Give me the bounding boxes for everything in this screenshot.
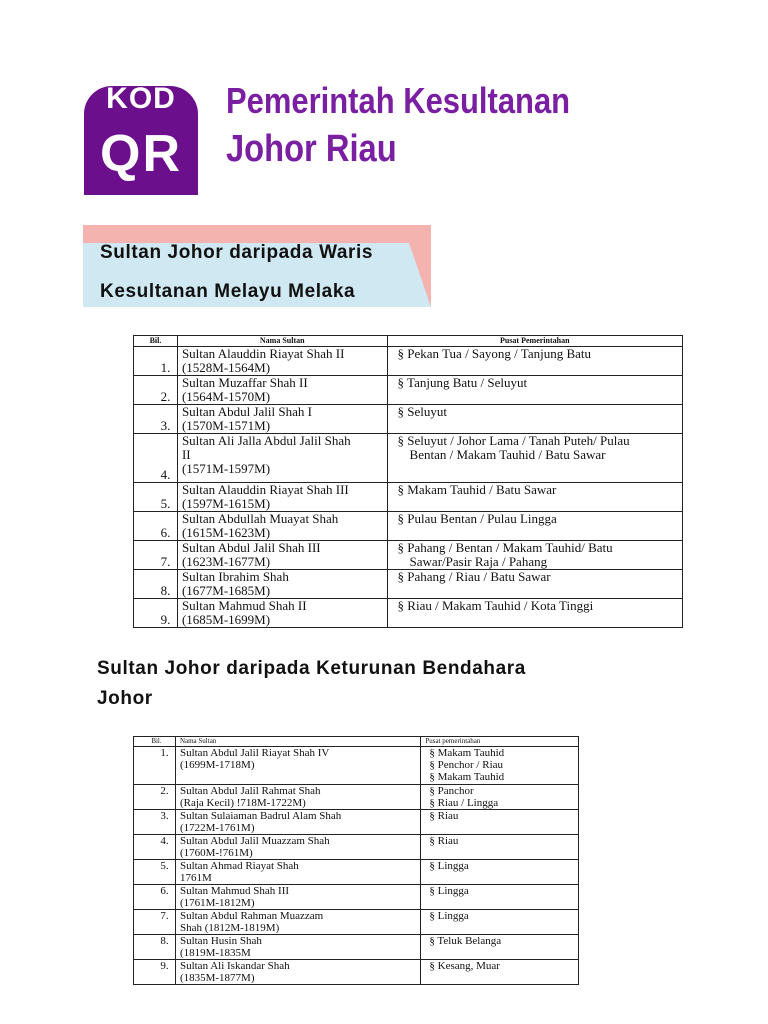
- sultan-name-line: Sultan Alauddin Riayat Shah III: [181, 482, 349, 497]
- kod-qr-logo: [84, 86, 198, 195]
- sultan-name-line: Sultan Abdul Jalil Shah I: [181, 404, 312, 419]
- centre-line: § Teluk Belanga: [429, 935, 502, 947]
- cell-bil: 6.: [134, 512, 178, 541]
- centre-line: § Pekan Tua / Sayong / Tanjung Batu: [397, 346, 592, 361]
- centre-line: Sawar/Pasir Raja / Pahang: [409, 554, 548, 569]
- sultan-name-line: Sultan Abdul Jalil Rahmat Shah: [179, 785, 321, 797]
- table-row: [134, 810, 579, 835]
- table-row: [134, 512, 683, 541]
- banner-pink-strip: [83, 225, 431, 243]
- cell-pusat-pemerintahan: [387, 570, 682, 599]
- table-row: [134, 860, 579, 885]
- sultan-table-bendahara-line: [133, 736, 579, 985]
- sultan-name-line: (1761M-1812M): [179, 897, 255, 909]
- cell-nama-sultan: [177, 541, 387, 570]
- centre-line: § Seluyut: [397, 404, 448, 419]
- table-row: [134, 747, 579, 785]
- centre-line: § Pulau Bentan / Pulau Lingga: [397, 511, 557, 526]
- cell-bil: 1.: [134, 747, 176, 785]
- cell-bil: 2.: [134, 785, 176, 810]
- header-bil: Bil.: [134, 336, 178, 347]
- sultan-name-line: Sultan Abdul Rahman Muazzam: [179, 910, 324, 922]
- cell-nama-sultan: [177, 347, 387, 376]
- sultan-name-line: (1564M-1570M): [181, 389, 271, 404]
- sultan-name-line: Sultan Abdul Jalil Shah III: [181, 540, 321, 555]
- sultan-name-line: Sultan Husin Shah: [179, 935, 262, 947]
- table-row: [134, 835, 579, 860]
- cell-bil: 9.: [134, 599, 178, 628]
- table-header-row: [134, 336, 683, 347]
- sultan-name-line: Sultan Ibrahim Shah: [181, 569, 289, 584]
- cell-nama-sultan: [177, 512, 387, 541]
- cell-bil: 3.: [134, 405, 178, 434]
- sultan-name-line: (1571M-1597M): [181, 461, 271, 476]
- table-row: [134, 570, 683, 599]
- sultan-name-line: Shah (1812M-1819M): [179, 922, 280, 934]
- centre-line: § Makam Tauhid: [429, 771, 505, 783]
- sultan-name-line: Sultan Abdul Jalil Muazzam Shah: [179, 835, 330, 847]
- sultan-table-melaka-heirs: [133, 335, 683, 628]
- centre-line: § Seluyut / Johor Lama / Tanah Puteh/ Pulau: [397, 433, 630, 448]
- header-nama-sultan: Nama Sultan: [177, 336, 387, 347]
- header-bil: Bil.: [134, 737, 176, 747]
- cell-nama-sultan: [177, 376, 387, 405]
- header-pusat-pemerintahan: Pusat Pemerintahan: [387, 336, 682, 347]
- cell-pusat-pemerintahan: [387, 376, 682, 405]
- section2-heading: [97, 654, 667, 714]
- sultan-name-line: (1615M-1623M): [181, 525, 271, 540]
- table-row: [134, 434, 683, 483]
- centre-line: § Lingga: [429, 860, 469, 872]
- cell-nama-sultan: [175, 885, 420, 910]
- centre-line: § Penchor / Riau: [429, 759, 504, 771]
- cell-nama-sultan: [177, 483, 387, 512]
- sultan-name-line: (1819M-1835M: [179, 947, 251, 959]
- cell-pusat-pemerintahan: [387, 599, 682, 628]
- centre-line: § Makam Tauhid: [429, 747, 505, 759]
- sultan-name-line: (1597M-1615M): [181, 496, 271, 511]
- cell-bil: 8.: [134, 570, 178, 599]
- table-row: [134, 376, 683, 405]
- sultan-name-line: Sultan Sulaiaman Badrul Alam Shah: [179, 810, 342, 822]
- centre-line: § Riau / Lingga: [429, 797, 499, 809]
- sultan-name-line: Sultan Mahmud Shah II: [181, 598, 307, 613]
- cell-nama-sultan: [177, 434, 387, 483]
- cell-bil: 2.: [134, 376, 178, 405]
- centre-line: § Pahang / Bentan / Makam Tauhid/ Batu: [397, 540, 613, 555]
- table-row: [134, 885, 579, 910]
- cell-bil: 5.: [134, 483, 178, 512]
- sultan-name-line: Sultan Ahmad Riayat Shah: [179, 860, 299, 872]
- centre-line: § Lingga: [429, 910, 469, 922]
- banner-corner: [409, 243, 431, 307]
- table-row: [134, 405, 683, 434]
- sultan-name-line: (1835M-1877M): [179, 972, 255, 984]
- table-row: [134, 785, 579, 810]
- centre-line: Bentan / Makam Tauhid / Batu Sawar: [409, 447, 606, 462]
- section1-heading-line1: Sultan Johor daripada Waris: [100, 242, 374, 263]
- sultan-name-line: (1528M-1564M): [181, 360, 271, 375]
- cell-pusat-pemerintahan: [387, 483, 682, 512]
- centre-line: § Panchor: [429, 785, 474, 797]
- section2-heading-line2: Johor: [97, 688, 153, 709]
- sultan-name-line: II: [181, 447, 191, 462]
- cell-pusat-pemerintahan: [387, 541, 682, 570]
- cell-pusat-pemerintahan: [421, 960, 579, 985]
- section2-heading-line1: Sultan Johor daripada Keturunan Bendahara: [97, 658, 526, 679]
- table-row: [134, 935, 579, 960]
- cell-pusat-pemerintahan: [387, 512, 682, 541]
- cell-bil: 4.: [134, 835, 176, 860]
- logo-text-qr: QR: [100, 125, 182, 183]
- section1-banner: [83, 225, 431, 307]
- sultan-name-line: (1685M-1699M): [181, 612, 271, 627]
- cell-bil: 8.: [134, 935, 176, 960]
- cell-pusat-pemerintahan: [421, 785, 579, 810]
- cell-nama-sultan: [177, 599, 387, 628]
- section1-heading-line2: Kesultanan Melayu Melaka: [100, 281, 356, 302]
- sultan-name-line: (Raja Kecil) !718M-1722M): [179, 797, 306, 809]
- sultan-name-line: (1623M-1677M): [181, 554, 271, 569]
- table-row: [134, 541, 683, 570]
- centre-line: § Pahang / Riau / Batu Sawar: [397, 569, 551, 584]
- cell-pusat-pemerintahan: [421, 747, 579, 785]
- cell-nama-sultan: [175, 747, 420, 785]
- cell-pusat-pemerintahan: [421, 860, 579, 885]
- sultan-name-line: (1699M-1718M): [179, 759, 255, 771]
- cell-pusat-pemerintahan: [421, 835, 579, 860]
- sultan-name-line: Sultan Ali Iskandar Shah: [179, 960, 290, 972]
- centre-line: § Tanjung Batu / Seluyut: [397, 375, 528, 390]
- centre-line: § Kesang, Muar: [429, 960, 500, 972]
- cell-pusat-pemerintahan: [421, 885, 579, 910]
- cell-bil: 7.: [134, 541, 178, 570]
- cell-nama-sultan: [175, 860, 420, 885]
- table-row: [134, 960, 579, 985]
- cell-bil: 9.: [134, 960, 176, 985]
- header-nama-sultan: Nama Sultan: [175, 737, 420, 747]
- sultan-name-line: (1570M-1571M): [181, 418, 271, 433]
- centre-line: § Riau: [429, 835, 459, 847]
- cell-bil: 6.: [134, 885, 176, 910]
- cell-bil: 4.: [134, 434, 178, 483]
- cell-nama-sultan: [175, 810, 420, 835]
- cell-nama-sultan: [177, 405, 387, 434]
- table-row: [134, 910, 579, 935]
- sultan-name-line: Sultan Mahmud Shah III: [179, 885, 290, 897]
- cell-nama-sultan: [175, 960, 420, 985]
- table-row: [134, 483, 683, 512]
- cell-pusat-pemerintahan: [421, 910, 579, 935]
- cell-pusat-pemerintahan: [421, 810, 579, 835]
- cell-bil: 1.: [134, 347, 178, 376]
- page-title-line2: Johor Riau: [226, 128, 397, 170]
- sultan-name-line: (1722M-1761M): [179, 822, 255, 834]
- cell-nama-sultan: [175, 785, 420, 810]
- sultan-name-line: Sultan Ali Jalla Abdul Jalil Shah: [181, 433, 351, 448]
- cell-pusat-pemerintahan: [421, 935, 579, 960]
- sultan-name-line: Sultan Muzaffar Shah II: [181, 375, 308, 390]
- centre-line: § Riau / Makam Tauhid / Kota Tinggi: [397, 598, 594, 613]
- cell-nama-sultan: [175, 935, 420, 960]
- table-row: [134, 347, 683, 376]
- cell-bil: 5.: [134, 860, 176, 885]
- cell-nama-sultan: [175, 835, 420, 860]
- cell-nama-sultan: [175, 910, 420, 935]
- sultan-name-line: Sultan Alauddin Riayat Shah II: [181, 346, 345, 361]
- centre-line: § Makam Tauhid / Batu Sawar: [397, 482, 557, 497]
- cell-pusat-pemerintahan: [387, 347, 682, 376]
- table-header-row: [134, 737, 579, 747]
- cell-bil: 3.: [134, 810, 176, 835]
- centre-line: § Riau: [429, 810, 459, 822]
- sultan-name-line: Sultan Abdullah Muayat Shah: [181, 511, 339, 526]
- sultan-name-line: 1761M: [179, 872, 212, 884]
- cell-pusat-pemerintahan: [387, 434, 682, 483]
- sultan-name-line: Sultan Abdul Jalil Riayat Shah IV: [179, 747, 330, 759]
- logo-text-kod: KOD: [106, 86, 176, 115]
- header-pusat-pemerintahan: Pusat pemerintahan: [421, 737, 579, 747]
- cell-pusat-pemerintahan: [387, 405, 682, 434]
- sultan-name-line: (1760M-!761M): [179, 847, 253, 859]
- sultan-name-line: (1677M-1685M): [181, 583, 271, 598]
- centre-line: § Lingga: [429, 885, 469, 897]
- cell-nama-sultan: [177, 570, 387, 599]
- page-title-line1: Pemerintah Kesultanan: [226, 80, 571, 121]
- table-row: [134, 599, 683, 628]
- cell-bil: 7.: [134, 910, 176, 935]
